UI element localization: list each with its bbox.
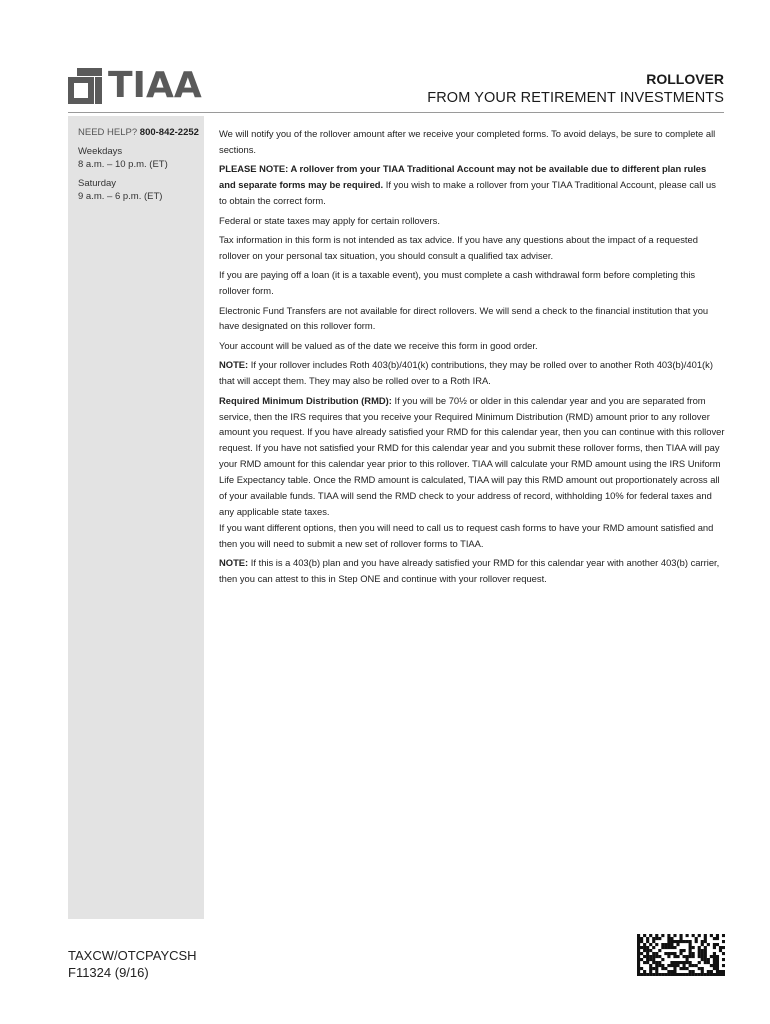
roth-note-text: If your rollover includes Roth 403(b)/401(k) contributions, they may be rolled over to another Roth 403(b)/401(k) that will accept them. They may also be rolled over to a Roth IRA. <box>219 359 713 387</box>
plan-rules-note <box>219 161 725 209</box>
need-help-line <box>78 126 199 139</box>
need-help-label: NEED HELP? <box>78 127 138 138</box>
instruction-paragraph: We will notify you of the rollover amount after we receive your completed forms. To avoid delays, be sure to complete all sections. <box>219 128 716 155</box>
help-sidebar <box>68 116 204 919</box>
barcode-icon <box>637 934 725 976</box>
rmd-text: If you will be 70½ or older in this calendar year and you are separated from service, then the IRS requires that you receive your Required Minimum Distribution (RMD) amount prior to any rollover amount you request. If you have already satisfied your RMD for this calendar year, then you can continue with this rollover request. If you have not satisfied your RMD for this calendar year and you submit these rollover forms, then TIAA will pay your RMD amount for this calendar year prior to this rollover. TIAA will calculate your RMD amount using the IRS Uniform Life Expectancy table. Once the RMD amount is calculated, TIAA will pay this RMD amount out proportionately across all of your available funds. TIAA will send the RMD check to your address of record, withholding 10% for federal taxes and any applicable state taxes. <box>219 394 725 517</box>
rmd-attest-note-text: If this is a 403(b) plan and you have already satisfied your RMD for this calendar year with another 403(b) carrier, then you can attest to this in Step ONE and continue with your rollover request. <box>219 557 720 585</box>
rmd-section <box>219 393 725 520</box>
header-divider <box>68 112 724 113</box>
instructions-body <box>219 126 725 590</box>
instruction-paragraph: If you want different options, then you will need to call us to request cash forms to have your RMD amount satisfied and then you will need to submit a new set of rollover forms to TIAA. <box>219 521 714 549</box>
help-contact-block <box>78 126 199 203</box>
form-title-sub: FROM YOUR RETIREMENT INVESTMENTS <box>427 90 724 106</box>
plan-rules-note-bold: PLEASE NOTE: A rollover from your TIAA Traditional Account may not be available due to different plan rules and separate forms may be required. <box>219 163 707 191</box>
instruction-paragraph: Your account will be valued as of the date we receive this form in good order. <box>219 339 538 351</box>
rmd-heading: Required Minimum Distribution (RMD): <box>219 394 392 406</box>
rmd-attest-note-bold: NOTE: <box>219 557 249 569</box>
form-footer <box>68 947 197 981</box>
saturday-hours: 9 a.m. – 6 p.m. (ET) <box>78 191 163 202</box>
rmd-attest-note <box>219 555 725 587</box>
form-title-main: ROLLOVER <box>646 71 724 87</box>
instruction-paragraph: Federal or state taxes may apply for certain rollovers. <box>219 214 440 226</box>
form-code: TAXCW/OTCPAYCSH <box>68 948 197 963</box>
form-title <box>427 70 724 108</box>
form-number: F11324 (9/16) <box>68 965 149 980</box>
roth-note-bold: NOTE: <box>219 359 249 371</box>
tiaa-logo <box>68 65 202 106</box>
help-phone: 800-842-2252 <box>139 127 199 138</box>
plan-rules-note-text: If you wish to make a rollover from your TIAA Traditional Account, please call us to obtain the correct form. <box>219 179 716 207</box>
tiaa-logo-icon <box>68 68 102 104</box>
logo-wordmark: TIAA <box>108 65 202 106</box>
instruction-paragraph: Electronic Fund Transfers are not available for direct rollovers. We will send a check to the financial institution that you have designated on this rollover form. <box>219 304 709 332</box>
weekdays-label: Weekdays <box>78 146 123 157</box>
roth-note <box>219 357 725 389</box>
saturday-label: Saturday <box>78 178 117 189</box>
weekdays-hours: 8 a.m. – 10 p.m. (ET) <box>78 159 168 170</box>
instruction-paragraph: If you are paying off a loan (it is a taxable event), you must complete a cash withdrawal form before completing this rollover form. <box>219 269 696 297</box>
instruction-paragraph: Tax information in this form is not intended as tax advice. If you have any questions about the impact of a requested rollover on your personal tax situation, you should consult a qualified tax adviser. <box>219 233 698 261</box>
